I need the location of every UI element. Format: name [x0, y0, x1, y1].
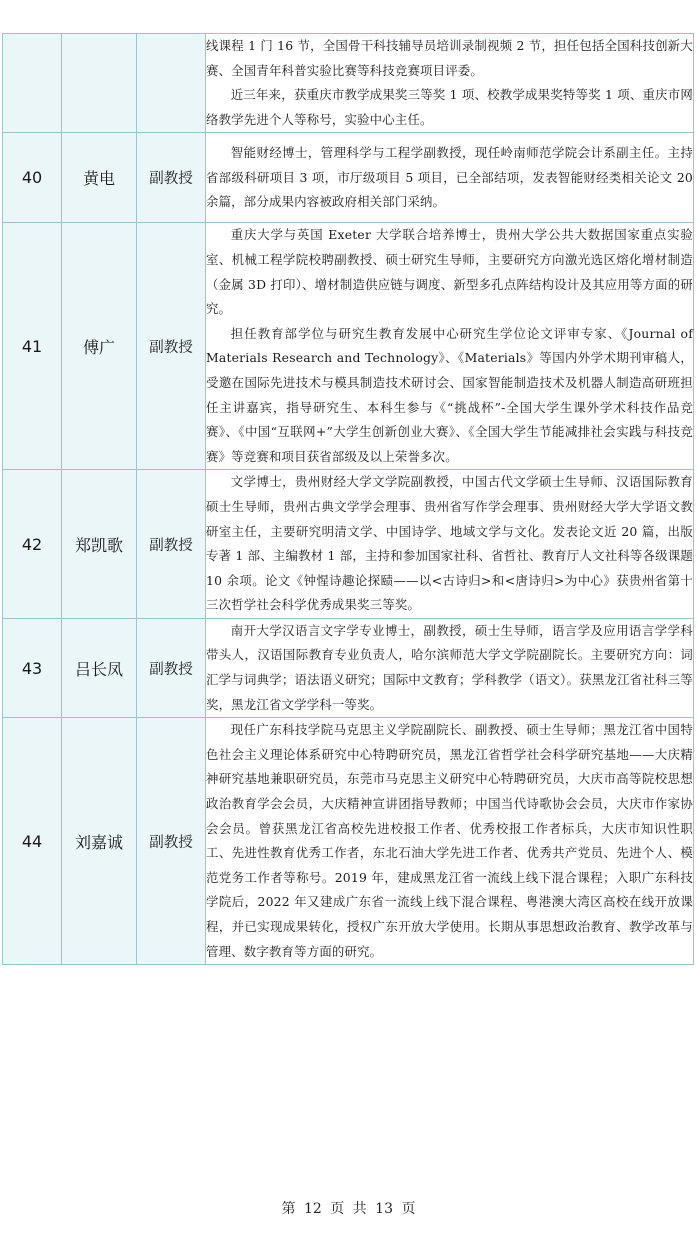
bio-paragraph: 南开大学汉语言文字学专业博士，副教授，硕士生导师，语言学及应用语言学学科带头人，汉语国际教育专业负责人，哈尔滨师范大学文学院副院长。主要研究方向：词汇学与词典学；语法语义研究；国际中文教育；学科教学（语文）。获黑龙江省社科三等奖，黑龙江省文学学科一等奖。 [206, 622, 693, 712]
row-number: 42 [3, 470, 62, 619]
bio-cell [206, 470, 694, 619]
title-cell [137, 34, 206, 133]
bio-paragraph: 文学博士，贵州财经大学文学院副教授，中国古代文学硕士生导师、汉语国际教育硕士生导师，贵州古典文学学会理事、贵州省写作学会理事、贵州财经大学大学语文教研室主任，主要研究明清文学、中国诗学、地域文学与文化。发表论文近 20 篇，出版专著 1 部、主编教材 1 部，主持和参加国家社科、省哲社、教育厅人文社科等各级课题 10 余项。论文《钟惺诗趣论探赜——以<古诗归>和<唐诗归>为中心》获贵州省第十三次哲学社会科学优秀成果奖三等奖。 [206, 474, 693, 613]
bio-paragraph: 担任教育部学位与研究生教育发展中心研究生学位论文评审专家、《Journal of Materials Research and Technology》、《Materials》等国内外学术期刊审稿人，受邀在国际先进技术与模具制造技术研讨会、国家智能制造技术及机器人制造高研班担任主讲嘉宾，指导研究生、本科生参与《“挑战杯”-全国大学生课外学术科技作品竞赛》、《中国“互联网+”大学生创新创业大赛》、《全国大学生节能减排社会实践与科技竞赛》等竞赛和项目获省部级及以上荣誉多次。 [206, 325, 693, 464]
bio-cell [206, 718, 694, 965]
footer-page-word: 页 [330, 1201, 345, 1217]
bio-paragraph: 近三年来，获重庆市教学成果奖三等奖 1 项、校教学成果奖特等奖 1 项、重庆市网络教学先进个人等称号，实验中心主任。 [206, 87, 693, 127]
faculty-title: 副教授 [137, 223, 206, 470]
page-footer [0, 1198, 697, 1218]
faculty-name: 吕长凤 [62, 618, 137, 717]
bio-cell [206, 133, 694, 223]
faculty-title: 副教授 [137, 470, 206, 619]
bio-cell [206, 34, 694, 133]
row-number: 40 [3, 133, 62, 223]
footer-prefix: 第 [281, 1201, 296, 1217]
faculty-name: 郑凯歌 [62, 470, 137, 619]
name-cell [62, 34, 137, 133]
bio-cell [206, 618, 694, 717]
footer-suffix: 页 [401, 1201, 416, 1217]
faculty-name: 傅广 [62, 223, 137, 470]
faculty-title: 副教授 [137, 133, 206, 223]
id-cell [3, 34, 62, 133]
table-row [3, 470, 694, 619]
footer-total-word: 共 [352, 1201, 367, 1217]
bio-paragraph: 现任广东科技学院马克思主义学院副院长、副教授、硕士生导师；黑龙江省中国特色社会主义理论体系研究中心特聘研究员，黑龙江省哲学社会科学研究基地——大庆精神研究基地兼职研究员，东莞市马克思主义研究中心特聘研究员，大庆市高等院校思想政治教育学会会员，大庆精神宣讲团指导教师；中国当代诗歌协会会员，大庆市作家协会会员。曾获黑龙江省高校先进校报工作者、优秀校报工作者标兵，大庆市知识性职工、先进性教育优秀工作者，东北石油大学先进工作者、优秀共产党员、先进个人、模范党务工作者等称号。2019 年，建成黑龙江省一流线上线下混合课程；入职广东科技学院后，2022 年又建成广东省一流线上线下混合课程、粤港澳大湾区高校在线开放课程，并已实现成果转化，授权广东开放大学使用。长期从事思想政治教育、教学改革与管理、数字教育等方面的研究。 [206, 722, 693, 959]
row-number: 43 [3, 618, 62, 717]
faculty-name: 刘嘉诚 [62, 718, 137, 965]
faculty-title: 副教授 [137, 718, 206, 965]
faculty-table [2, 33, 694, 965]
row-number: 44 [3, 718, 62, 965]
faculty-name: 黄电 [62, 133, 137, 223]
page-number: 12 [303, 1201, 322, 1217]
table-row [3, 718, 694, 965]
table-row [3, 223, 694, 470]
bio-paragraph: 线课程 1 门 16 节，全国骨干科技辅导员培训录制视频 2 节，担任包括全国科技创新大赛、全国青年科普实验比赛等科技竞赛项目评委。 [206, 38, 693, 78]
table-row-continuation [3, 34, 694, 133]
faculty-title: 副教授 [137, 618, 206, 717]
row-number: 41 [3, 223, 62, 470]
table-row [3, 133, 694, 223]
page-total: 13 [375, 1201, 393, 1217]
bio-paragraph: 重庆大学与英国 Exeter 大学联合培养博士，贵州大学公共大数据国家重点实验室、机械工程学院校聘副教授、硕士研究生导师，主要研究方向激光选区熔化增材制造（金属 3D 打印）、增材制造供应链与调度、新型多孔点阵结构设计及其应用等方面的研究。 [206, 227, 693, 317]
bio-paragraph: 智能财经博士，管理科学与工程学副教授，现任岭南师范学院会计系副主任。主持省部级科研项目 3 项，市厅级项目 5 项目，已全部结项，发表智能财经类相关论文 20 余篇，部分成果内容被政府相关部门采纳。 [206, 144, 693, 210]
table-row [3, 618, 694, 717]
bio-cell [206, 223, 694, 470]
